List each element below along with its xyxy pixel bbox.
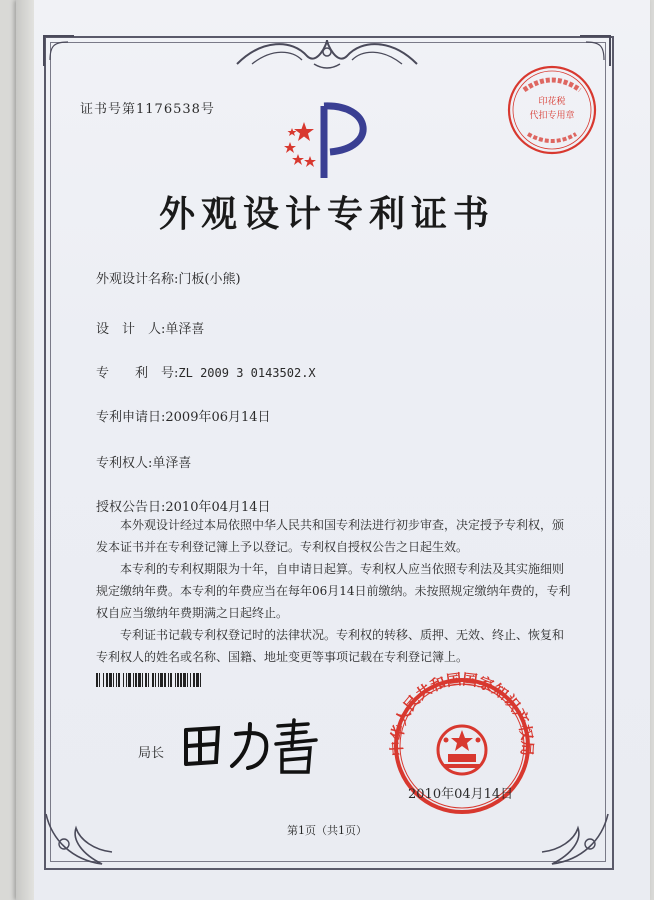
body-paragraph-3: 专利证书记载专利权登记时的法律状况。专利权的转移、质押、无效、终止、恢复和专利权人的姓名或名称、国籍、地址变更等事项记载在专利登记簿上。 — [96, 628, 565, 664]
binding-edge — [16, 0, 34, 900]
certificate-body — [96, 514, 574, 668]
design-name-label: 外观设计名称: — [96, 272, 179, 287]
patent-number-label: 专 利 号: — [96, 366, 179, 381]
designer-row — [96, 318, 204, 337]
certificate-number: 证书号第1176538号 — [80, 102, 215, 117]
design-name-value: 门板(小熊) — [178, 272, 241, 287]
svg-text:代扣专用章: 代扣专用章 — [529, 111, 575, 121]
announce-date-row — [96, 496, 271, 515]
filing-date-label: 专利申请日: — [96, 410, 166, 425]
director-label: 局长 — [138, 746, 165, 761]
certificate-title: 外观设计专利证书 — [158, 194, 495, 235]
filing-date-value: 2009年06月14日 — [165, 410, 271, 425]
corner-ornament-top-right-icon — [578, 34, 612, 68]
seal-text: 中华人民共和国国家知识产权局 — [387, 670, 537, 757]
svg-text:印花税: 印花税 — [538, 97, 566, 107]
patent-number-value: ZL 2009 3 0143502.X — [178, 366, 316, 380]
director-signature-icon — [178, 716, 328, 776]
patentee-label: 专利权人: — [96, 456, 153, 471]
announce-date-label: 授权公告日: — [96, 500, 166, 515]
national-emblem-icon — [438, 726, 486, 774]
seal-date: 2010年04月14日 — [408, 787, 514, 802]
corner-ornament-top-left-icon — [42, 34, 76, 68]
corner-ornament-bottom-left-icon — [42, 810, 132, 868]
patent-number-row — [96, 362, 316, 381]
page-footer: 第1页（共1页） — [287, 824, 367, 837]
announce-date-value: 2010年04月14日 — [165, 500, 271, 515]
corner-ornament-bottom-right-icon — [522, 810, 612, 868]
body-paragraph-2: 本专利的专利权期限为十年，自申请日起算。专利权人应当依照专利法及其实施细则规定缴纳年费。本专利的年费应当在每年06月14日前缴纳。未按照规定缴纳年费的，专利权自应当缴纳年费期满之日起终止。 — [96, 562, 571, 620]
body-paragraph-1: 本外观设计经过本局依照中华人民共和国专利法进行初步审查，决定授予专利权，颁发本证书并在专利登记簿上予以登记。专利权自授权公告之日起生效。 — [96, 518, 565, 554]
patent-logo-icon — [282, 100, 382, 180]
patentee-row — [96, 452, 191, 471]
patentee-value: 单泽喜 — [152, 456, 192, 471]
design-name-row — [96, 268, 241, 287]
barcode-icon — [96, 673, 292, 687]
designer-label: 设 计 人: — [96, 322, 166, 337]
tax-stamp-icon — [506, 64, 598, 156]
top-ornament-icon — [232, 34, 422, 74]
filing-date-row — [96, 406, 271, 425]
designer-value: 单泽喜 — [165, 322, 205, 337]
